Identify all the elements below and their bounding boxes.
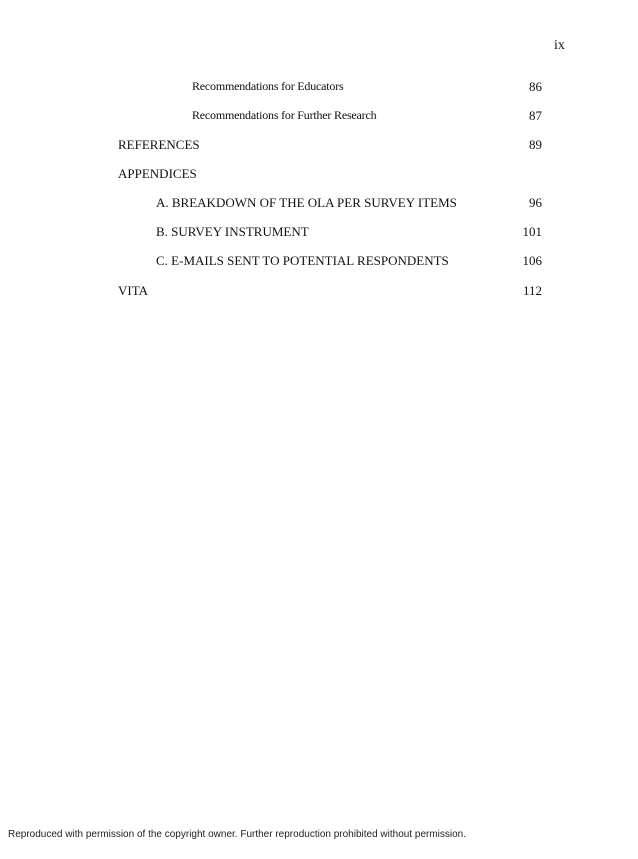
toc-entry-title: A. BREAKDOWN OF THE OLA PER SURVEY ITEMS: [156, 195, 457, 210]
toc-entry-page: 96: [529, 195, 542, 210]
toc-entry-title: C. E-MAILS SENT TO POTENTIAL RESPONDENTS: [156, 253, 449, 268]
toc-entry-recommendations-educators: [0, 79, 638, 97]
toc-entry-page: 101: [522, 224, 542, 239]
toc-entry-title: APPENDICES: [118, 166, 197, 181]
toc-entry-vita: [0, 283, 638, 301]
toc-entry-page: 106: [522, 253, 542, 268]
toc-entry-page: 112: [522, 283, 542, 298]
toc-entry-title: B. SURVEY INSTRUMENT: [156, 224, 309, 239]
toc-entry-recommendations-research: [0, 108, 638, 126]
toc-entry-appendix-a: [0, 195, 638, 213]
toc-entry-appendix-b: [0, 224, 638, 242]
toc-entry-appendix-c: [0, 253, 638, 271]
page-number: ix: [554, 38, 565, 53]
toc-entry-page: 86: [529, 79, 542, 94]
toc-entry-title: Recommendations for Educators: [192, 79, 344, 93]
toc-entry-page: 89: [529, 137, 542, 152]
toc-entry-title: VITA: [118, 283, 149, 298]
toc-entry-references: [0, 137, 638, 155]
toc-entry-title: REFERENCES: [118, 137, 200, 152]
copyright-footer: Reproduced with permission of the copyright owner. Further reproduction prohibited without permission.: [8, 829, 467, 840]
toc-entry-title: Recommendations for Further Research: [192, 108, 377, 122]
toc-entry-page: 87: [529, 108, 542, 123]
toc-entry-appendices: [0, 166, 638, 184]
